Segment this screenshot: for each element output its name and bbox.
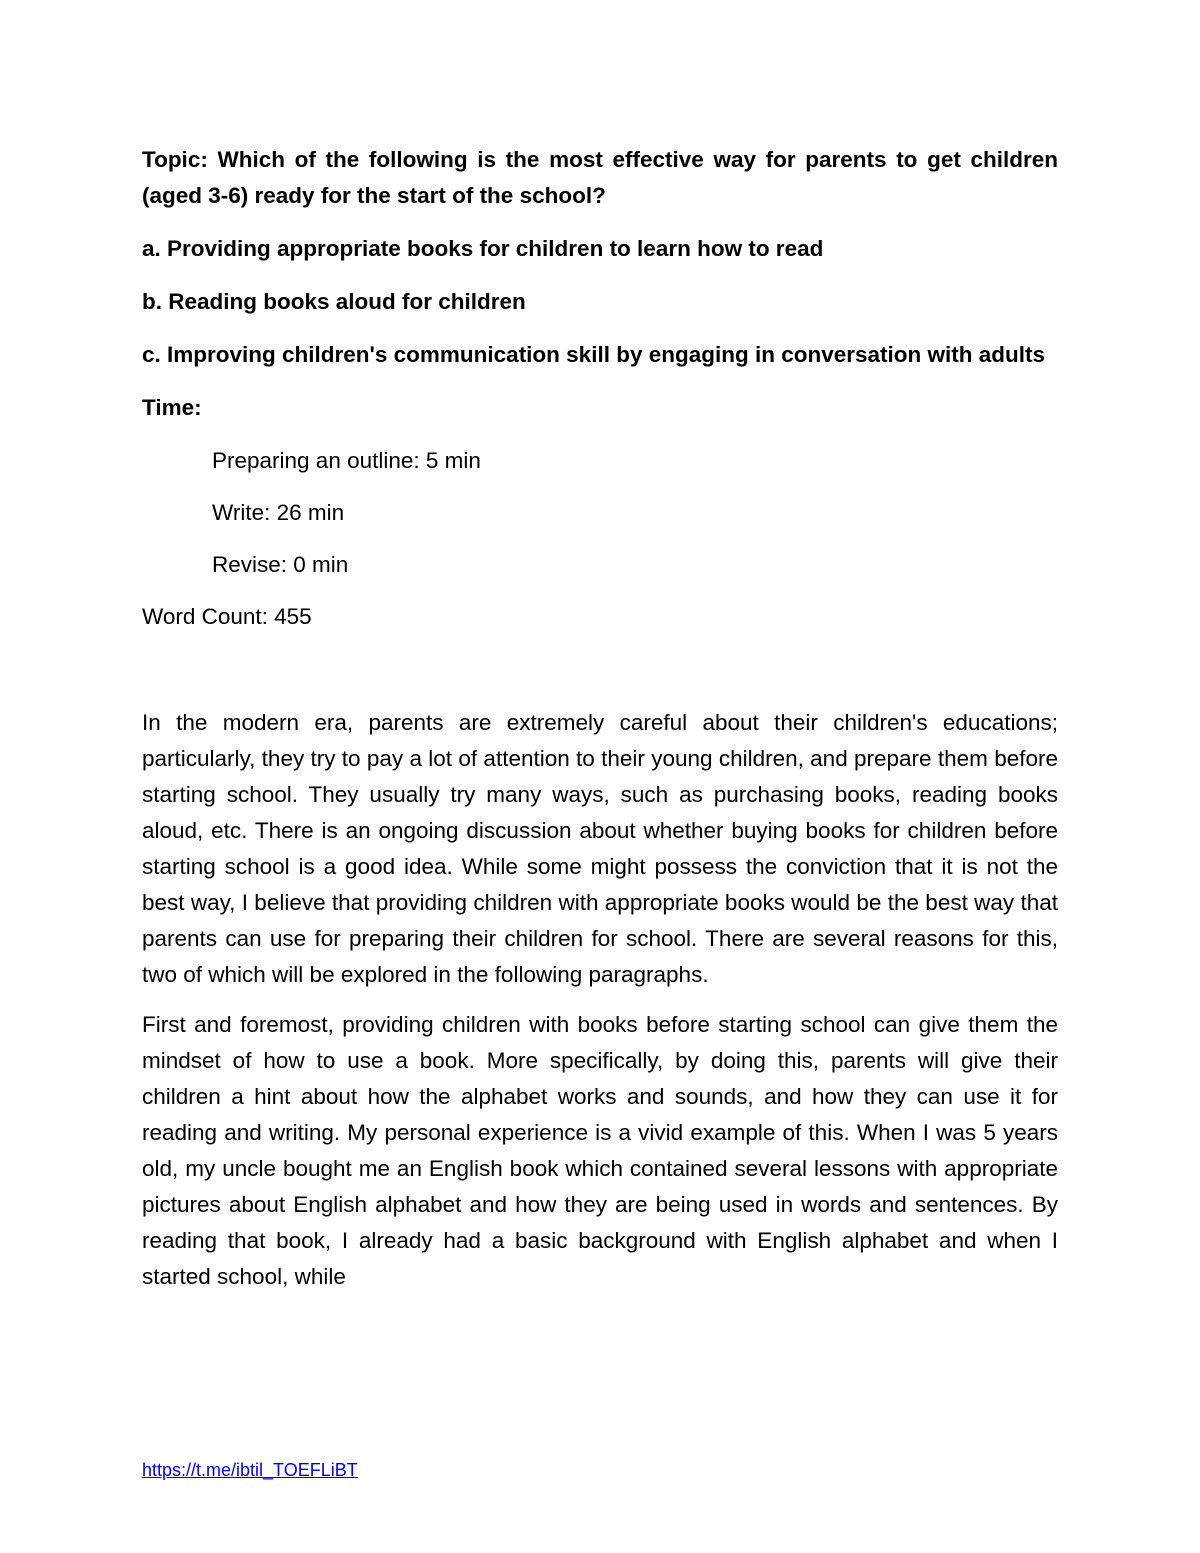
time-outline: Preparing an outline: 5 min (212, 448, 481, 473)
essay-paragraph-1: In the modern era, parents are extremely careful about their children's educations; particularly, they try to pay a lot of attention to their young children, and prepare them before starting school. They usually try many ways, such as purchasing books, reading books aloud, etc. There is an ongoing discussion about whether buying books for children before starting school is a good idea. While some might possess the conviction that it is not the best way, I believe that providing children with appropriate books would be the best way that parents can use for preparing their children for school. There are several reasons for this, two of which will be explored in the following paragraphs. (142, 710, 1058, 987)
time-label: Time: (142, 395, 202, 420)
topic-heading: Topic: Which of the following is the most effective way for parents to get children (aged 3-6) ready for the start of the school? (142, 147, 1058, 208)
word-count: Word Count: 455 (142, 604, 312, 629)
essay-paragraph-2: First and foremost, providing children with books before starting school can give them the mindset of how to use a book. More specifically, by doing this, parents will give their children a hint about how the alphabet works and sounds, and how they can use it for reading and writing. My personal experience is a vivid example of this. When I was 5 years old, my uncle bought me an English book which contained several lessons with appropriate pictures about English alphabet and how they are being used in words and sentences. By reading that book, I already had a basic background with English alphabet and when I started school, while (142, 1012, 1058, 1289)
time-write: Write: 26 min (212, 500, 345, 525)
document-body (142, 142, 1058, 1309)
footer-telegram-link[interactable]: https://t.me/ibtil_TOEFLiBT (142, 1460, 358, 1480)
time-revise: Revise: 0 min (212, 552, 349, 577)
option-a: a. Providing appropriate books for children to learn how to read (142, 236, 824, 261)
essay-body (142, 705, 1058, 1295)
option-b: b. Reading books aloud for children (142, 289, 526, 314)
option-c: c. Improving children's communication skill by engaging in conversation with adults (142, 342, 1045, 367)
